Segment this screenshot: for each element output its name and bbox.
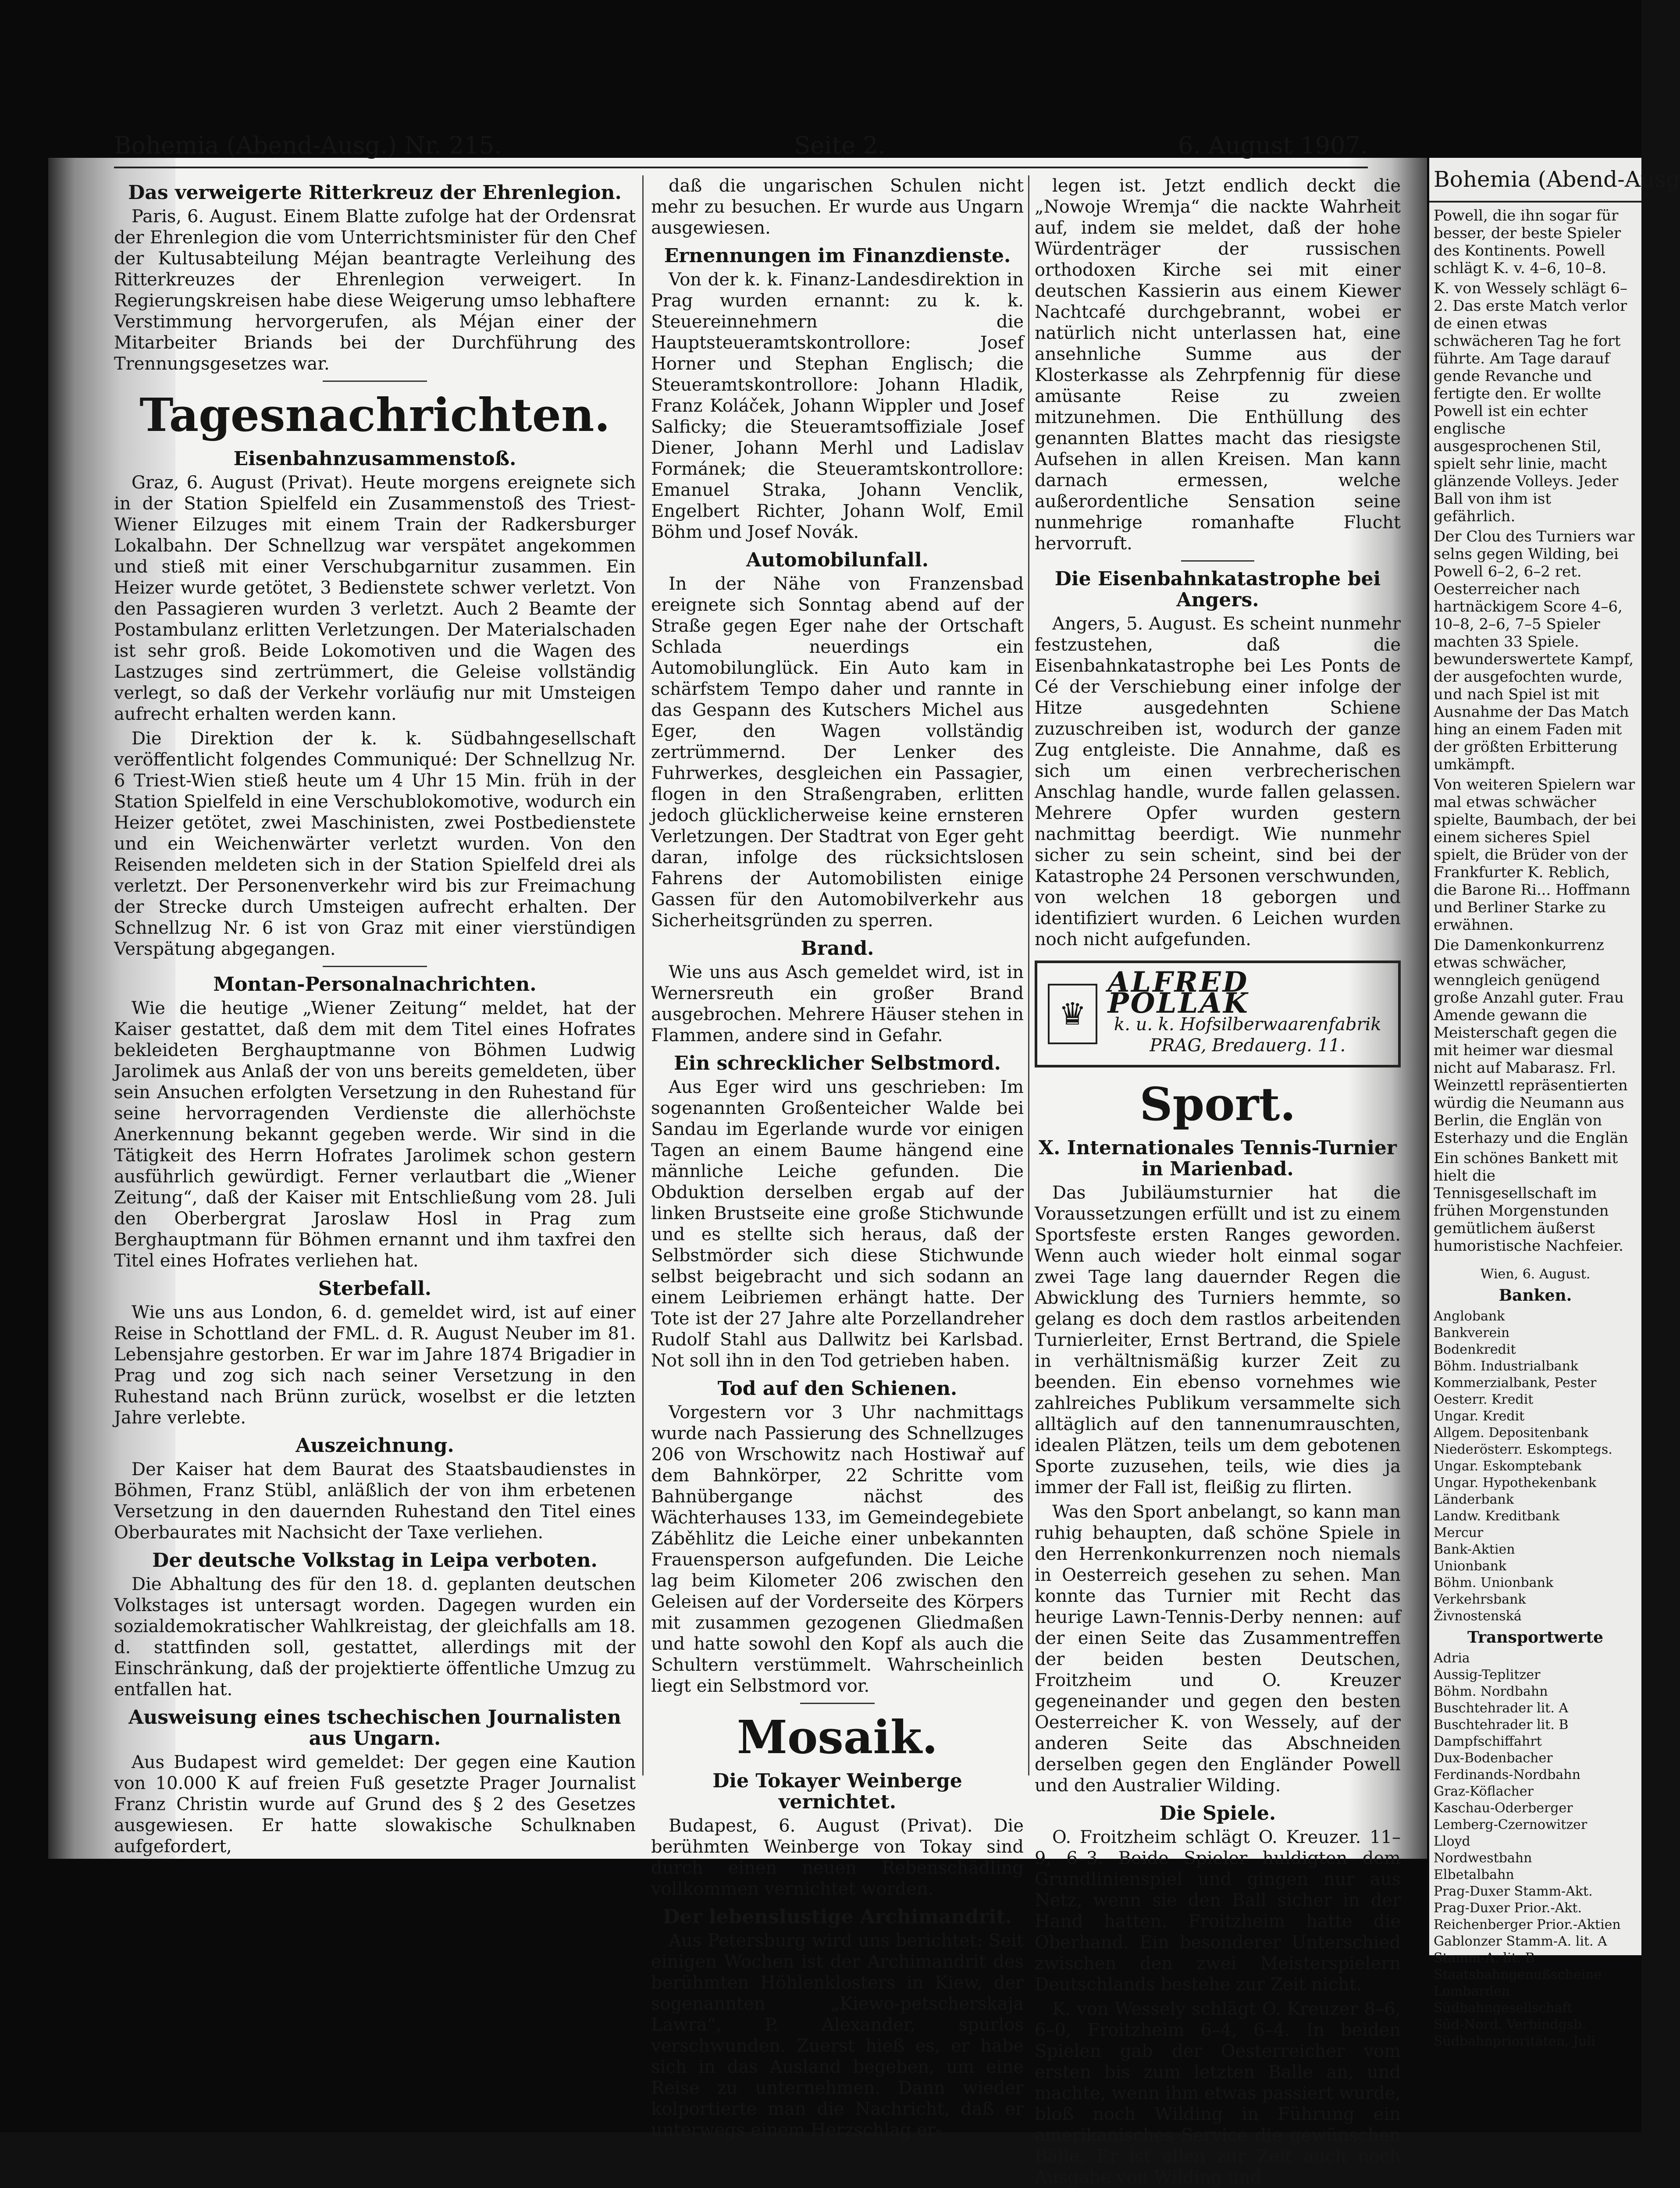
- list-item: Bankverein: [1434, 1325, 1510, 1341]
- list-item: Aussig-Teplitzer: [1434, 1667, 1541, 1683]
- header-date: 6. August 1907.: [1178, 132, 1368, 159]
- article-body: Aus Eger wird uns geschrieben: Im sogenannten Großenteicher Walde bei Sandau im Egerlande wurde vor einigen Tagen an einem Baume hängend eine männliche Leiche gefunden. Die Obduktion derselben ergab auf der linken Brustseite eine große Stichwunde und es stellte sich heraus, daß der Selbstmörder sich diese Stichwunde selbst beigebracht und sich sodann an einem Leibriemen erhängt hatte. Der Tote ist der 27 Jahre alte Porzellandreher Rudolf Stahl aus Dallwitz bei Karlsbad. Not soll ihn in den Tod getrieben haben.: [651, 1077, 1024, 1371]
- advertisement: [1035, 961, 1401, 1067]
- article-title: Ein schrecklicher Selbstmord.: [674, 1052, 1001, 1074]
- article-body: Wie uns aus Asch gemeldet wird, ist in Wernersreuth ein großer Brand ausgebrochen. Mehrere Häuser stehen in Flammen, andere sind in Gefahr.: [651, 962, 1024, 1046]
- article-title: X. Internationales Tennis-Turnier in Marienbad.: [1039, 1137, 1397, 1180]
- advertiser-address: PRAG, Bredauerg. 11.: [1150, 1035, 1346, 1056]
- adjacent-paragraph: K. von Wessely schlägt 6–2. Das erste Match verlor de einen etwas schwächeren Tag he fort führte. Am Tage darauf gende Revanche und fertigte den. Er wollte Powell ist ein echter englische ausgesprochenen Stil, spielt sehr linie, macht glänzende Volleys. Jeder Ball von ihm ist gefährlich.: [1434, 280, 1627, 525]
- list-item: Verkehrsbank: [1434, 1592, 1526, 1607]
- column-1: [114, 175, 636, 1857]
- article-title: Auszeichnung.: [295, 1434, 454, 1457]
- article-title: Die Spiele.: [1159, 1802, 1276, 1825]
- article-title: Eisenbahnzusammenstoß.: [233, 448, 516, 470]
- financial-listing: [1429, 1262, 1641, 2054]
- list-item: Niederösterr. Eskomptegs.: [1434, 1442, 1612, 1457]
- advertiser-line: k. u. k. Hofsilberwaarenfabrik: [1114, 1014, 1381, 1035]
- separator: [323, 966, 427, 967]
- article-body: Angers, 5. August. Es scheint nunmehr festzustehen, daß die Eisenbahnkatastrophe bei Les Ponts de Cé der Verschiebung einer infolge der Hitze ausgedehnten Schiene zuzuschreiben ist, wodurch der ganze Zug entgleiste. Die Annahme, daß es sich um einen verbrecherischen Anschlag handle, wurde fallen gelassen. Mehrere Opfer wurden gestern nachmittag beerdigt. Wie nunmehr sicher zu sein scheint, sind bei der Katastrophe 24 Personen verschwunden, von welchen 18 geborgen und identifiziert wurden. 6 Leichen wurden noch nicht aufgefunden.: [1035, 614, 1401, 950]
- list-item: Lemberg-Czernowitzer: [1434, 1817, 1587, 1832]
- list-item: Bank-Aktien: [1434, 1542, 1515, 1557]
- header-publication: Bohemia (Abend-Ausg.) Nr. 215.: [114, 132, 502, 159]
- article-title: Der deutsche Volkstag in Leipa verboten.: [152, 1549, 598, 1572]
- list-item: Staatsbahngenußscheine: [1434, 1967, 1602, 1982]
- adjacent-paragraph: Powell, die ihn sogar für besser, der beste Spieler des Kontinents. Powell schlägt K. v. 4–6, 10–8.: [1434, 207, 1621, 277]
- article-body: Wie uns aus London, 6. d. gemeldet wird, ist auf einer Reise in Schottland der FML. d. R. August Neuber im 81. Lebensjahre gestorben. Er war im Jahre 1874 Brigadier in Prag und zog sich nach seiner Versetzung in den Ruhestand nach Brünn zurück, woselbst er die letzten Jahre verlebte.: [114, 1302, 636, 1428]
- financial-heading: Transportwerte: [1467, 1628, 1604, 1647]
- list-item: Buschtehrader lit. A: [1434, 1701, 1569, 1716]
- list-item: Lombarden: [1434, 1984, 1510, 1999]
- article-body: O. Froitzheim schlägt O. Kreuzer. 11–9, 6–3. Beide Spieler huldigten dem Grundlinienspiel und gingen nur aus Netz, wenn sie den Ball sicher in der Hand hatten. Froitzheim hatte die Oberhand. Ein besonderer Unterschied zwischen den zwei Meisterspielern Deutschlands bestehe zur Zeit nicht.: [1035, 1827, 1401, 1995]
- article-body: Aus Budapest wird gemeldet: Der gegen eine Kaution von 10.000 K auf freien Fuß gesetzte Prager Journalist Franz Christin wurde auf Grund des § 2 des Gesetzes ausgewiesen. Er hatte slowakische Schulknaben aufgefordert,: [114, 1752, 636, 1857]
- list-item: Mercur: [1434, 1525, 1484, 1540]
- list-item: Unionbank: [1434, 1558, 1507, 1574]
- article-body: Die Direktion der k. k. Südbahngesellschaft veröffentlicht folgendes Communiqué: Der Schnellzug Nr. 6 Triest-Wien stieß heute um 4 Uhr 15 Min. früh in der Station Spielfeld in eine Verschublokomotive, wodurch ein Heizer getötet, zwei Maschinisten, zwei Postbedienstete und ein Weichenwärter verletzt wurden. Von den Reisenden meldeten sich in der Station Spielfeld drei als verletzt. Der Personenverkehr wird bis zur Freimachung der Strecke durch Umsteigen aufrecht erhalten. Der Schnellzug Nr. 6 ist von Graz mit einer vierstündigen Verspätung abgegangen.: [114, 729, 636, 959]
- article-title: Das verweigerte Ritterkreuz der Ehrenlegion.: [128, 181, 622, 204]
- list-item: Anglobank: [1434, 1309, 1505, 1324]
- article-body: Paris, 6. August. Einem Blatte zufolge hat der Ordensrat der Ehrenlegion die vom Unterrichtsminister für den Chef der Kultusabteilung Méjan beantragte Verleihung des Ritterkreuzes der Ehrenlegion verweigert. In Regierungskreisen habe diese Weigerung umso lebhaftere Verstimmung hervorgerufen, als Méjan einer der Mitarbeiter Briands bei der Durchführung des Trennungsgesetzes war.: [114, 206, 636, 374]
- article-title: Montan-Personalnachrichten.: [213, 973, 537, 996]
- list-item: Südbahngesellschaft: [1434, 2000, 1573, 2016]
- article-body: K. von Wessely schlägt O. Kreuzer 8–6, 6–0, Froitzheim 6–4, 6–4. In beiden Spielen gab der Oesterreicher vom ersten bis zum letzten Balle an, und machte, wenn ihm etwas passiert wurde, bloß noch Wilding in Führung ein amerikanisches Service die gewünschen Bälle. Er ist allen zur Zeit auch noch Ausgabe von Wilding und: [1035, 1999, 1401, 2188]
- article-body: Was den Sport anbelangt, so kann man ruhig behaupten, daß schöne Spiele in den Herrenkonkurrenzen noch niemals in Oesterreich gesehen zu sehen. Man konnte das Turnier mit Recht das heurige Lawn-Tennis-Derby nennen: auf der einen Seite das Zusammentreffen der beiden besten Deutschen, Froitzheim und O. Kreuzer gegeneinander und gegen den besten Oesterreicher K. von Wessely, auf der anderen Seite das Abschneiden derselben gegen den Engländer Powell und den Australier Wilding.: [1035, 1502, 1401, 1796]
- article-body: daß die ungarischen Schulen nicht mehr zu besuchen. Er wurde aus Ungarn ausgewiesen.: [651, 176, 1024, 238]
- article-body: legen ist. Jetzt endlich deckt die „Nowoje Wremja“ die nackte Wahrheit auf, indem sie meldet, daß der hohe Würdenträger der russischen orthodoxen Kirche sei mit einer deutschen Kassierin aus einem Kiewer Nachtcafé durchgebrannt, wobei er natürlich nicht unterlassen hat, eine ansehnliche Summe aus der Klosterkasse als Zehrpfennig für diese amüsante Reise zu zweien mitzunehmen. Die Enthüllung des genannten Blattes macht das riesigste Aufsehen in allen Kreisen. Man kann darnach ermessen, welche außerordentliche Sensation seine nunmehrige romanhafte Flucht hervorruft.: [1035, 176, 1401, 554]
- article-body: Die Abhaltung des für den 18. d. geplanten deutschen Volkstages ist untersagt worden. Dagegen wurden ein sozialdemokratischer Wahlkreistag, der gleichfalls am 18. d. stattfinden soll, gestattet, allerdings mit der Einschränkung, daß der projektierte öffentliche Umzug zu entfallen hat.: [114, 1574, 636, 1700]
- list-item: Gablonzer Stamm-A. lit. A: [1434, 1934, 1607, 1949]
- list-item: Ungar. Hypothekenbank: [1434, 1475, 1597, 1491]
- page-header: [114, 132, 1368, 168]
- list-item: Ferdinands-Nordbahn: [1434, 1767, 1580, 1782]
- adjacent-paragraph: Ein schönes Bankett mit hielt die Tennisgesellschaft im frühen Morgenstunden gemütlichem äußerst humoristische Nachfeier.: [1434, 1149, 1623, 1255]
- article-body: In der Nähe von Franzensbad ereignete sich Sonntag abend auf der Straße gegen Eger nahe der Ortschaft Schlada neuerdings ein Automobilunglück. Ein Auto kam in schärfstem Tempo daher und rannte in das Gespann des Kutschers Michel aus Eger, den Wagen vollständig zertrümmernd. Der Lenker des Fuhrwerkes, desgleichen ein Passagier, flogen in den Straßengraben, erlitten jedoch glücklicherweise keine ernsteren Verletzungen. Der Stadtrat von Eger geht daran, infolge des rücksichtslosen Fahrens der Automobilisten einige Gassen für den Automobilverkehr aus Sicherheitsgründen zu sperren.: [651, 574, 1024, 931]
- article-body: Wie die heutige „Wiener Zeitung“ meldet, hat der Kaiser gestattet, daß dem mit dem Titel eines Hofrates bekleideten Berghauptmanne von Böhmen Ludwig Jarolimek aus Anlaß der von uns bereits gemeldeten, über sein Ansuchen erfolgten Versetzung in den Ruhestand für seine hervorragenden Verdienste die allerhöchste Anerkennung bekannt gegeben werde. Wir sind in die Tätigkeit des Herrn Hofrates Jarolimek schon gestern ausführlich gewürdigt. Ferner verlautbart die „Wiener Zeitung“, daß der Kaiser mit Entschließung vom 28. Juli den Oberbergrat Jaroslaw Hosl in Prag zum Berghauptmann für Böhmen ernannt und ihm taxfrei den Titel eines Hofrates verliehen hat.: [114, 998, 636, 1271]
- list-item: Kaschau-Oderberger: [1434, 1800, 1573, 1816]
- list-item: Oesterr. Kredit: [1434, 1392, 1534, 1407]
- list-item: Lloyd: [1434, 1834, 1470, 1849]
- list-item: Adria: [1434, 1651, 1470, 1666]
- section-heading: Sport.: [1139, 1077, 1296, 1131]
- list-item: Allgem. Depositenbank: [1434, 1425, 1589, 1441]
- article-body: Aus Petersburg wird uns berichtet: Seit einigen Wochen ist der Archimandrit des berühmten Höhlenklosters in Kiew, der sogenannten „Kiewo-petscherskaja Lawra“, P. Alexander, spurlos verschwunden. Zuerst hieß es, er habe sich in das Ausland begeben, um eine Reise zu unternehmen. Dann wieder kolportierte man die Nachricht, daß er unterwegs einem Herzschlag er-: [651, 1931, 1024, 2140]
- separator: [323, 381, 427, 382]
- article-title: Ernennungen im Finanzdienste.: [664, 245, 1011, 267]
- crown-logo-icon: ♛: [1048, 984, 1097, 1044]
- adjacent-page-header: Bohemia (Abend-Ausg: [1429, 158, 1641, 203]
- article-title: Automobilunfall.: [746, 549, 929, 571]
- list-item: Stamm-A. lit. B: [1434, 1950, 1535, 1966]
- section-heading: Mosaik.: [737, 1710, 938, 1764]
- list-item: Landw. Kreditbank: [1434, 1508, 1560, 1524]
- list-item: Kommerzialbank, Pester: [1434, 1375, 1597, 1391]
- advertiser-name: ALFRED POLLAK: [1107, 966, 1249, 1020]
- list-item: Živnostenská: [1434, 1608, 1522, 1624]
- list-item: Länderbank: [1434, 1492, 1514, 1507]
- section-heading: Tagesnachrichten.: [139, 388, 610, 442]
- article-title: Die Tokayer Weinberge vernichtet.: [712, 1770, 962, 1813]
- article-title: Sterbefall.: [318, 1277, 432, 1300]
- list-item: Böhm. Industrialbank: [1434, 1359, 1579, 1374]
- article-title: Die Eisenbahnkatastrophe bei Angers.: [1054, 568, 1381, 611]
- list-item: Elbetalbahn: [1434, 1867, 1514, 1882]
- list-item: Dux-Bodenbacher: [1434, 1750, 1553, 1766]
- adjacent-paragraph: Der Clou des Turniers war selns gegen Wilding, bei Powell 6–2, 6–2 ret. Oesterreicher nach hartnäckigem Score 4–6, 10–8, 2–6, 7–5 Spieler machten 33 Spiele. bewunderswertete Kampf, der ausgefochten wurde, und nach Spiel ist mit Ausnahme der Das Match hing an einem Faden mit der größten Erbitterung umkämpft.: [1434, 528, 1635, 773]
- column-rule: [1028, 175, 1029, 1775]
- list-item: Böhm. Nordbahn: [1434, 1684, 1548, 1699]
- article-title: Der lebenslustige Archimandrit.: [663, 1906, 1012, 1928]
- adjacent-paragraph: Die Damenkonkurrenz etwas schwächer, wenngleich genügend große Anzahl guter. Frau Amende gewann die Meisterschaft gegen die mit heimer war diesmal nicht auf Mabarasz. Frl. Weinzettl repräsentierten würdig die Neumann aus Berlin, die Englän von Esterhazy und die Englän: [1434, 936, 1628, 1147]
- list-item: Süd-Nord. Verbindgsb.: [1434, 2017, 1586, 2032]
- header-page-number: Seite 2.: [794, 132, 886, 159]
- transport-list: [1434, 1650, 1637, 2050]
- list-item: Reichenberger Prior.-Aktien: [1434, 1917, 1621, 1932]
- separator: [1181, 560, 1254, 562]
- banks-list: [1434, 1308, 1637, 1625]
- list-item: Dampfschiffahrt: [1434, 1734, 1542, 1749]
- adjacent-paragraph: Von weiteren Spielern war mal etwas schwächer spielte, Baumbach, der bei einem sicheres Spiel spielt, die Brüder von der Frankfurter K. Reblich, die Barone Ri... Hoffmann und Berliner Starke zu erwähnen.: [1434, 776, 1637, 934]
- column-3: [1035, 175, 1401, 2188]
- article-body: Vorgestern vor 3 Uhr nachmittags wurde nach Passierung des Schnellzuges 206 von Wrschowitz nach Hostiwař auf dem Bahnkörper, 22 Schritte vom Bahnübergange nächst des Wächterhauses 133, im Gemeindegebiete Záběhlitz die Leiche einer unbekannten Frauensperson aufgefunden. Die Leiche lag beim Kilometer 206 zwischen den Geleisen auf der Vorderseite des Körpers mit zusammen gezogenen Gliedmaßen und hatte sowohl den Kopf als auch die Schultern verstümmelt. Wahrscheinlich liegt ein Selbstmord vor.: [651, 1402, 1024, 1696]
- article-title: Ausweisung eines tschechischen Journalisten aus Ungarn.: [128, 1706, 621, 1750]
- list-item: Südbahnprioritäten, Juli: [1434, 2034, 1595, 2049]
- list-item: Nordwestbahn: [1434, 1850, 1532, 1866]
- adjacent-page: [1429, 158, 1680, 2049]
- list-item: Buschtehrader lit. B: [1434, 1717, 1569, 1733]
- article-title: Brand.: [801, 937, 874, 960]
- article-body: Graz, 6. August (Privat). Heute morgens ereignete sich in der Station Spielfeld ein Zusammenstoß des Triest-Wiener Eilzuges mit einem Train der Radkersburger Lokalbahn. Der Schnellzug war verspätet angekommen und stieß mit einer Verschubgarnitur zusammen. Ein Heizer wurde getötet, 3 Bedienstete schwer verletzt. Von den Passagieren wurden 3 verletzt. Auch 2 Beamte der Postambulanz erlitten Verletzungen. Der Materialschaden ist sehr groß. Beide Lokomotiven und die Wagen des Lastzuges sind zertrümmert, die Geleise vollständig verlegt, so daß der Verkehr vorläufig nur mit Umsteigen aufrecht erhalten werden kann.: [114, 473, 636, 724]
- list-item: Bodenkredit: [1434, 1342, 1516, 1357]
- list-item: Ungar. Kredit: [1434, 1409, 1525, 1424]
- article-body: Von der k. k. Finanz-Landesdirektion in Prag wurden ernannt: zu k. k. Steuereinnehmern die Hauptsteueramtskontrollore: Josef Horner und Stephan Englisch; die Steueramtskontrollore: Johann Hladik, Franz Koláček, Johann Wippler und Josef Salficky; die Steueramtsoffiziale Josef Diener, Johann Merhl und Ladislav Formánek; die Steueramtskontrollore: Emanuel Straka, Johann Venclik, Engelbert Richter, Johann Wolf, Emil Böhm und Josef Novák.: [651, 270, 1024, 542]
- article-title: Tod auf den Schienen.: [717, 1377, 957, 1400]
- list-item: Prag-Duxer Stamm-Akt.: [1434, 1884, 1593, 1899]
- separator: [800, 1703, 875, 1704]
- list-item: Prag-Duxer Prior.-Akt.: [1434, 1900, 1582, 1916]
- article-body: Budapest, 6. August (Privat). Die berühmten Weinberge von Tokay sind durch einen neuen Rebenschädling vollkommen vernichtet worden.: [651, 1816, 1024, 1899]
- article-body: Das Jubiläumsturnier hat die Voraussetzungen erfüllt und ist zu einem Sportsfeste ersten Ranges geworden. Wenn auch wieder holt einmal sogar zwei Tage lang dauernder Regen die Abwicklung des Turniers hemmte, so gelang es doch dem rastlos arbeitenden Turnierleiter, Ernst Bertrand, die Spiele in verhältnismäßig kurzer Zeit zu beenden. Ein ebenso vornehmes wie zahlreiches Publikum versammelte sich alltäglich auf den tannenumrauschten, idealen Plätzen, teils um dem gebotenen Sporte zuzusehen, teils, wie dies ja immer der Fall ist, fleißig zu flirten.: [1035, 1183, 1401, 1498]
- column-2: [651, 175, 1024, 2140]
- adjacent-page-text: [1429, 203, 1641, 1262]
- column-rule: [642, 175, 644, 1775]
- list-item: Graz-Köflacher: [1434, 1784, 1534, 1799]
- financial-heading: Banken.: [1498, 1286, 1572, 1305]
- list-item: Ungar. Eskomptebank: [1434, 1459, 1582, 1474]
- article-body: Der Kaiser hat dem Baurat des Staatsbaudienstes in Böhmen, Franz Stübl, anläßlich der von ihm erbetenen Versetzung in den dauernden Ruhestand den Titel eines Oberbaurates mit Nachsicht der Taxe verliehen.: [114, 1459, 636, 1543]
- list-item: Böhm. Unionbank: [1434, 1575, 1554, 1590]
- financial-date: Wien, 6. August.: [1480, 1267, 1591, 1282]
